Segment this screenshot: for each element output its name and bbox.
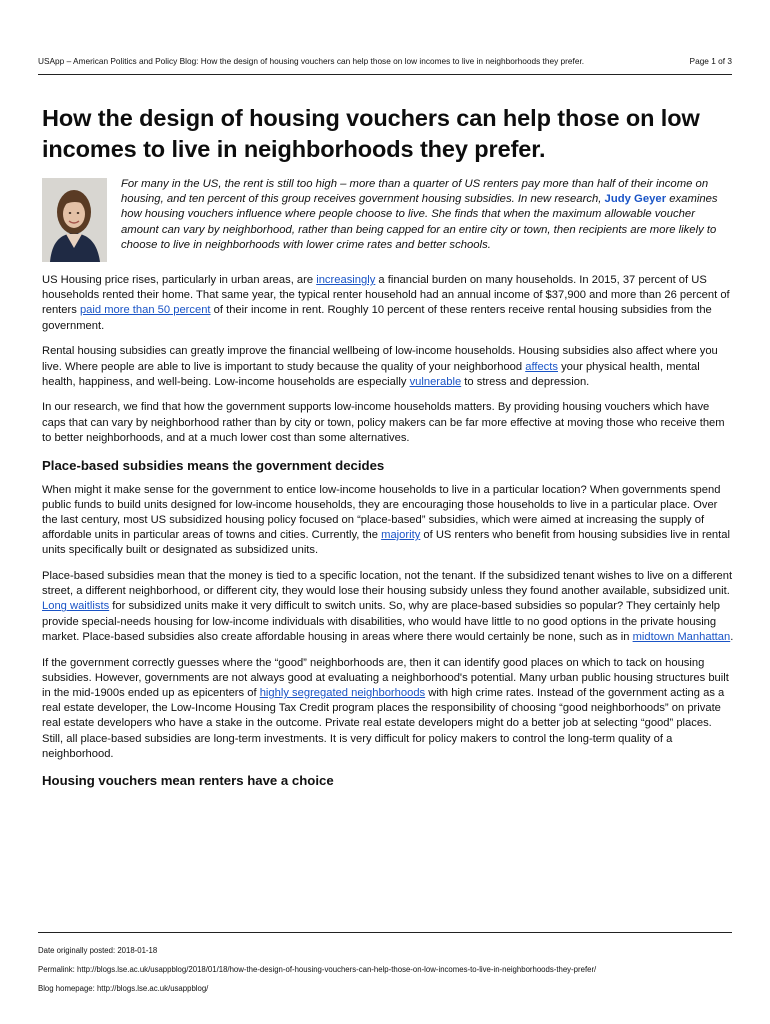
link-affects[interactable]: affects — [525, 360, 558, 373]
paragraph: Place-based subsidies mean that the money is tied to a specific location, not the tenant. If the subsidized tenant wishes to live on a different street, a different neighborhood, or different city, they would lose their housing subsidy unless they found another available, subsidized unit. Long waitlists for subsidized units make it very difficult to switch units. So, why are place-based subsidies so popular? They certainly help provide special-needs housing for low-income individuals with disabilities, who would have little to no good options in the private housing market. Place-based subsidies also create affordable housing in areas where there would certainly be none, such as in midtown Manhattan. — [42, 570, 734, 643]
author-link[interactable]: Judy Geyer — [604, 193, 667, 206]
section-heading: Housing vouchers mean renters have a choice — [42, 773, 334, 789]
paragraph: If the government correctly guesses where the “good” neighborhoods are, then it can identify good places on which to tack on housing subsidies. However, governments are not always good at evaluating a neighborhood's potential. Many urban public housing structures built in the mid-1900s ended up as epicenters of highly segregated neighborhoods with high crime rates. Instead of the government acting as a real estate developer, the Low-Income Housing Tax Credit program places the responsibility of choosing “good neighborhoods” on private real estate developers who have a stake in the outcome. Private real estate developers might do a better job at selecting “good” places. Still, all place-based subsidies are long-term investments. It is very difficult for policy makers to control the long-term quality of a neighborhood. — [42, 656, 729, 760]
article-title: How the design of housing vouchers can help those on low incomes to live in neighborhoods they prefer. — [42, 105, 700, 162]
link-midtown-manhattan[interactable]: midtown Manhattan — [632, 630, 731, 643]
paragraph: In our research, we find that how the government supports low-income households matters. By providing housing vouchers which have caps that can vary by neighborhood rather than by city or town, policy makers can be far more effective at moving those who receive them to better neighborhoods, and at a much lower cost than some alternatives. — [42, 401, 725, 444]
link-vulnerable[interactable]: vulnerable — [409, 375, 462, 388]
page-header — [38, 56, 732, 66]
link-increasingly[interactable]: increasingly — [316, 274, 376, 286]
link-paid-more-than-50-percent[interactable]: paid more than 50 percent — [79, 304, 211, 317]
link-majority[interactable]: majority — [381, 529, 421, 542]
date-posted: Date originally posted: 2018-01-18 — [38, 946, 158, 955]
intro-text: For many in the US, the rent is still too high – more than a quarter of US renters pay more than half of their income on housing, and ten percent of this group receives government housing subsidies. In new research, — [121, 178, 709, 206]
blog-homepage[interactable]: Blog homepage: http://blogs.lse.ac.uk/usappblog/ — [38, 984, 209, 993]
link-highly-segregated-neighborhoods[interactable]: highly segregated neighborhoods — [259, 686, 426, 699]
section-heading: Place-based subsidies means the government decides — [42, 457, 385, 473]
page-number: Page 1 of 3 — [689, 56, 732, 66]
article-intro — [121, 177, 733, 253]
paragraph: When might it make sense for the government to entice low-income households to live in a particular location? When governments spend public funds to build units designed for low-income households, they are encouraging those households to live in a particular place. Over the last century, most US subsidized housing policy focused on “place-based” subsidies, which were aimed at increasing the supply of affordable units in particular areas of towns and cities. Currently, the majority of US renters who benefit from housing subsidies live in rental units specifically built or designated as subsidized units. — [42, 483, 730, 557]
permalink[interactable]: Permalink: http://blogs.lse.ac.uk/usappblog/2018/01/18/how-the-design-of-housing-vouchers-can-help-those-on-low-incomes-to-live-in-neighborhoods-they-prefer/ — [38, 965, 597, 974]
running-title: USApp – American Politics and Policy Blog: How the design of housing vouchers can help those on low incomes to live in neighborhoods they prefer. — [38, 56, 585, 66]
page-footer — [38, 941, 732, 998]
link-long-waitlists[interactable]: Long waitlists — [42, 600, 110, 613]
article-body — [42, 273, 734, 798]
intro-text-continued: examines how housing vouchers influence where people choose to live. She finds that when the maximum allowable voucher amount can vary by neighborhood, rather than being capped for an entire city or town, then recipients are more likely to choose to live in neighborhoods with lower crime rates and better schools. — [121, 193, 718, 251]
footer-divider — [38, 932, 732, 933]
paragraph: Rental housing subsidies can greatly improve the financial wellbeing of low-income households. Housing subsidies also affect where you live. Where people are able to live is important to study because the quality of your neighborhood affects your physical health, mental health, happiness, and well-being. Low-income households are especially vulnerable to stress and depression. — [42, 345, 718, 388]
header-divider — [38, 74, 732, 75]
paragraph: US Housing price rises, particularly in urban areas, are increasingly a financial burden on many households. In 2015, 37 percent of US households rented their home. That same year, the typical renter household had an annual income of $37,900 and more than 26 percent of renters paid more than 50 percent of their income in rent. Roughly 10 percent of these renters receive rental housing subsidies from the government. — [42, 274, 730, 332]
author-photo — [42, 178, 107, 262]
